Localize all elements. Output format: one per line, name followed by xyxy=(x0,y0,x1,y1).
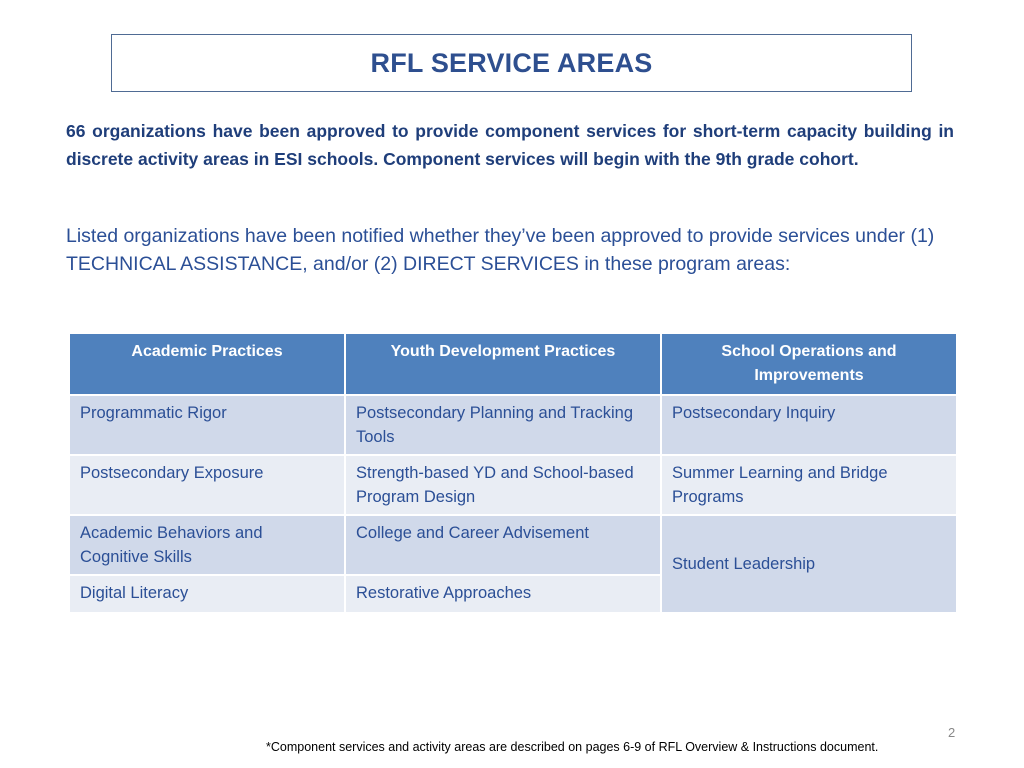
table-header-row xyxy=(69,333,957,395)
header-school-operations: School Operations and Improvements xyxy=(661,333,957,395)
table-cell: Postsecondary Inquiry xyxy=(661,395,957,455)
page-number: 2 xyxy=(948,725,956,740)
table-row xyxy=(69,455,957,515)
table-cell: Digital Literacy xyxy=(69,575,345,613)
table-cell: Strength-based YD and School-based Program Design xyxy=(345,455,661,515)
table-cell: Programmatic Rigor xyxy=(69,395,345,455)
table-row xyxy=(69,395,957,455)
table-row xyxy=(69,515,957,575)
title-box xyxy=(111,34,912,92)
table-cell-merged: Student Leadership xyxy=(661,515,957,613)
table-cell: Postsecondary Exposure xyxy=(69,455,345,515)
table-cell: College and Career Advisement xyxy=(345,515,661,575)
listed-paragraph: Listed organizations have been notified whether they’ve been approved to provide services under (1) TECHNICAL ASSISTANCE, and/or (2) DIRECT SERVICES in these program areas: xyxy=(66,225,935,275)
header-youth-development-practices: Youth Development Practices xyxy=(345,333,661,395)
table-cell: Postsecondary Planning and Tracking Tools xyxy=(345,395,661,455)
table-cell: Academic Behaviors and Cognitive Skills xyxy=(69,515,345,575)
page-title: RFL SERVICE AREAS xyxy=(370,47,653,78)
footnote: *Component services and activity areas are described on pages 6-9 of RFL Overview & Instructions document. xyxy=(266,740,879,754)
table-cell: Restorative Approaches xyxy=(345,575,661,613)
table-cell: Summer Learning and Bridge Programs xyxy=(661,455,957,515)
intro-paragraph: 66 organizations have been approved to provide component services for short-term capacity building in discrete activity areas in ESI schools. Component services will begin with the 9th grade cohort. xyxy=(66,121,954,169)
header-academic-practices: Academic Practices xyxy=(69,333,345,395)
service-areas-table xyxy=(68,332,958,614)
